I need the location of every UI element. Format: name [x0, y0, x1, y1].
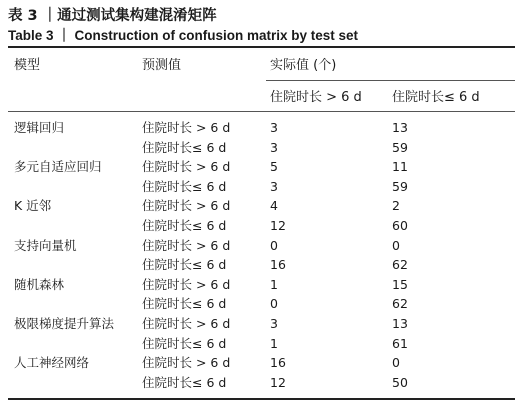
cell-actual-le: 0 — [392, 355, 400, 371]
model-name: K 近邻 — [14, 198, 52, 214]
cell-actual-le: 15 — [392, 276, 408, 292]
cell-actual-le: 13 — [392, 316, 408, 331]
cell-actual-le: 13 — [392, 120, 408, 135]
cell-actual-gt: 4 — [270, 198, 278, 214]
predicted-label: 住院时长 > 6 d — [142, 237, 231, 253]
cell-actual-le: 60 — [392, 218, 408, 233]
predicted-label: 住院时长 > 6 d — [142, 198, 231, 214]
cell-actual-gt: 16 — [270, 257, 286, 273]
header-sub-rule — [266, 80, 515, 81]
header-model: 模型 — [14, 58, 41, 73]
model-name: 支持向量机 — [14, 237, 77, 253]
cell-actual-le: 11 — [392, 159, 408, 175]
cell-actual-gt: 0 — [270, 237, 278, 253]
predicted-label: 住院时长 > 6 d — [142, 355, 231, 371]
cell-actual-le: 59 — [392, 139, 408, 155]
predicted-label: 住院时长≤ 6 d — [142, 335, 227, 351]
cell-actual-le: 62 — [392, 296, 408, 312]
predicted-label: 住院时长 > 6 d — [142, 276, 231, 292]
predicted-label: 住院时长 > 6 d — [142, 120, 231, 135]
cell-actual-le: 0 — [392, 237, 400, 253]
cell-actual-gt: 3 — [270, 139, 278, 155]
model-name: 多元自适应回归 — [14, 159, 102, 175]
predicted-label: 住院时长≤ 6 d — [142, 218, 227, 233]
table-caption-en: Table 3 ｜ Construction of confusion matrix by test set — [8, 28, 359, 43]
cell-actual-gt: 1 — [270, 276, 278, 292]
model-name: 人工神经网络 — [14, 355, 90, 371]
cell-actual-gt: 1 — [270, 335, 278, 351]
table-caption-zh: 表 3 ｜通过测试集构建混淆矩阵 — [8, 8, 217, 24]
predicted-label: 住院时长 > 6 d — [142, 159, 231, 175]
cell-actual-le: 2 — [392, 198, 400, 214]
cell-actual-le: 50 — [392, 374, 408, 390]
header-actual: 实际值 (个) — [270, 58, 337, 73]
model-name: 极限梯度提升算法 — [14, 316, 115, 331]
header-actual-le: 住院时长≤ 6 d — [392, 90, 480, 105]
predicted-label: 住院时长≤ 6 d — [142, 374, 227, 390]
cell-actual-gt: 0 — [270, 296, 278, 312]
bottom-rule — [8, 398, 515, 400]
cell-actual-gt: 3 — [270, 178, 278, 194]
cell-actual-gt: 3 — [270, 120, 278, 135]
predicted-label: 住院时长 > 6 d — [142, 316, 231, 331]
cell-actual-gt: 5 — [270, 159, 278, 175]
cell-actual-gt: 12 — [270, 218, 286, 233]
cell-actual-gt: 3 — [270, 316, 278, 331]
predicted-label: 住院时长≤ 6 d — [142, 257, 227, 273]
predicted-label: 住院时长≤ 6 d — [142, 178, 227, 194]
header-predicted: 预测值 — [142, 58, 182, 73]
header-bottom-rule — [8, 111, 515, 112]
model-name: 随机森林 — [14, 276, 65, 292]
cell-actual-gt: 16 — [270, 355, 286, 371]
cell-actual-le: 59 — [392, 178, 408, 194]
cell-actual-le: 62 — [392, 257, 408, 273]
cell-actual-gt: 12 — [270, 374, 286, 390]
predicted-label: 住院时长≤ 6 d — [142, 296, 227, 312]
cell-actual-le: 61 — [392, 335, 408, 351]
header-actual-gt: 住院时长 > 6 d — [270, 90, 362, 105]
predicted-label: 住院时长≤ 6 d — [142, 139, 227, 155]
top-rule — [8, 46, 515, 48]
model-name: 逻辑回归 — [14, 120, 65, 135]
